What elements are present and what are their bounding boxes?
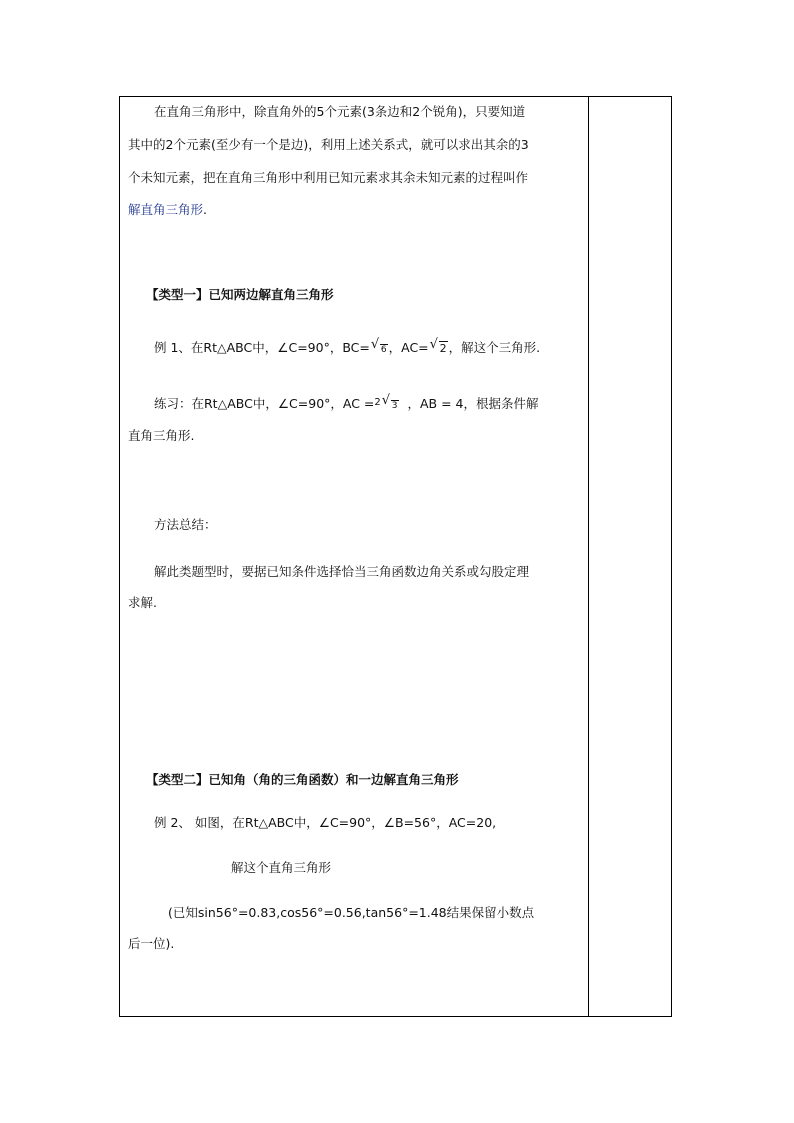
example-1-suffix: ，解这个三角形. — [448, 340, 541, 355]
sqrt-6 — [370, 337, 388, 358]
radicand: 3 — [391, 401, 398, 411]
example-1-mid: ，AC= — [388, 340, 429, 355]
method-summary-line-2: 求解. — [128, 595, 157, 610]
radicand: 2 — [439, 342, 447, 355]
radical-sign: √ — [429, 337, 438, 352]
intro-line-1: 在直角三角形中，除直角外的5个元素(3条边和2个锐角)，只要知道 — [154, 104, 526, 119]
intro-line-4 — [128, 202, 207, 218]
page-table — [119, 96, 672, 1017]
sqrt-2 — [429, 337, 448, 357]
practice-prefix: 练习：在Rt△ABC中，∠C=90°，AC = — [154, 396, 375, 411]
intro-line-2: 其中的2个元素(至少有一个是边)，利用上述关系式，就可以求出其余的3 — [128, 137, 529, 152]
method-summary-line-1: 解此类题型时，要据已知条件选择恰当三角函数边角关系或勾股定理 — [154, 564, 530, 579]
term-solve-right-triangle: 解直角三角形 — [128, 202, 204, 217]
example-1 — [154, 337, 541, 358]
example-2-task: 解这个直角三角形 — [231, 860, 332, 875]
sqrt-3 — [381, 393, 399, 414]
practice-suffix: ，AB = 4，根据条件解 — [407, 396, 539, 411]
known-values-line-1: (已知sin56°=0.83,cos56°=0.56,tan56°=1.48结果保留小数点 — [168, 905, 535, 920]
example-1-prefix: 例 1、在Rt△ABC中，∠C=90°，BC= — [154, 340, 370, 355]
radicand: 6 — [380, 345, 387, 355]
known-values-line-2: 后一位). — [128, 936, 175, 951]
type1-heading: 【类型一】已知两边解直角三角形 — [146, 287, 334, 302]
practice-line-2: 直角三角形. — [128, 428, 195, 443]
intro-line-3-text: 个未知元素，把在直角三角形中利用已知元素求其余未知元素的过程叫作 — [128, 170, 529, 185]
intro-line-4-end: . — [203, 202, 207, 217]
main-content-cell — [120, 97, 588, 1016]
column-divider — [588, 97, 589, 1016]
intro-line-3 — [128, 170, 528, 186]
method-summary-title: 方法总结： — [154, 517, 217, 532]
radical-sign: √ — [370, 337, 380, 352]
radical-sign: √ — [381, 393, 391, 408]
practice-line-1 — [154, 395, 538, 414]
type2-heading: 【类型二】已知角（角的三角函数）和一边解直角三角形 — [146, 772, 459, 787]
example-2: 例 2、 如图，在Rt△ABC中，∠C=90°，∠B=56°，AC=20, — [154, 815, 497, 830]
practice-coefficient: 2 — [374, 397, 381, 408]
